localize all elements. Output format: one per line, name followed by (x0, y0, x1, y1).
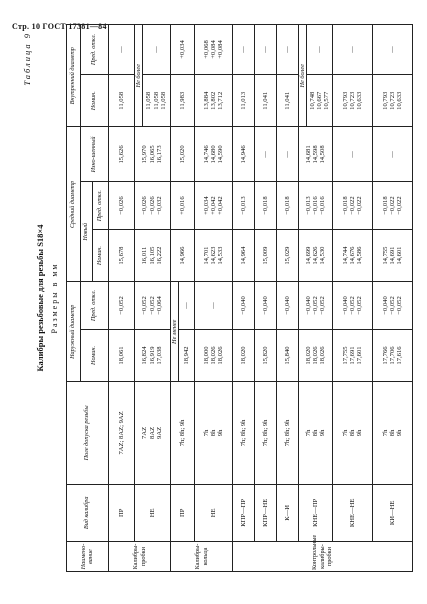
r10-worn: — (373, 127, 413, 182)
r10-outer-nom: 17,766 17,706 17,616 (373, 329, 413, 381)
col-outer-nom: Номин. (81, 329, 109, 381)
r5-middle-dev: −0,013 (233, 182, 255, 229)
r4-type: НЕ (195, 484, 233, 541)
r5-middle-nom: 14,964 (233, 229, 255, 281)
gauge-table (66, 24, 413, 572)
r7-field: 7h; 8h; 9h (277, 382, 299, 484)
r6-middle-dev: −0,018 (255, 182, 277, 229)
r9-middle-nom: 14,744 14,676 14,586 (333, 229, 373, 281)
r5-inner-nom: 11,013 (233, 75, 255, 127)
r10-middle-dev: −0,018 −0,022 −0,022 (373, 182, 413, 229)
r6-inner-dev: — (255, 25, 277, 75)
group-ring: Калибры-кольца (171, 542, 233, 572)
r2-outer-nom: 16,824 16,919 17,038 (135, 329, 171, 381)
r6-outer-nom: 15,820 (255, 329, 277, 381)
r3-inner-dev: +0,034 (171, 25, 195, 75)
r6-type: КПР—НЕ (255, 484, 277, 541)
col-name-header: Наимено-вание (67, 542, 109, 572)
r7-worn: — (277, 127, 299, 182)
r1-inner-nom: 11,058 (109, 75, 135, 127)
r10-middle-nom: 14,755 14,691 14,601 (373, 229, 413, 281)
r3-field: 7h; 8h; 9h (171, 382, 195, 484)
r5-outer-nom: 18,020 (233, 329, 255, 381)
units-caption: Размеры в мм (50, 262, 59, 334)
r3-type: ПР (171, 484, 195, 541)
r2-field: 7AZ 8AZ 9AZ (135, 382, 171, 484)
r4-middle-nom: 14,701 14,623 14,533 (195, 229, 233, 281)
r4-outer-dev: — (195, 282, 233, 329)
r9-middle-dev: −0,018 −0,022 −0,022 (333, 182, 373, 229)
r8-outer-nom: 18,020 18,026 18,026 (299, 329, 333, 381)
r7-inner-dev: — (277, 25, 299, 75)
r5-worn: 14,946 (233, 127, 255, 182)
r5-field: 7h; 8h; 9h (233, 382, 255, 484)
r3-outer-dev: — (179, 282, 195, 329)
r9-type: КНЕ—НЕ (333, 484, 373, 541)
r9-outer-nom: 17,755 17,691 17,601 (333, 329, 373, 381)
group-plug: Калибры-пробки (109, 542, 171, 572)
r1-field: 7AZ; 8AZ; 9AZ (109, 382, 135, 484)
r8-inner-nom: 10,748 10,667 10,577 (307, 75, 333, 127)
r8-outer-dev: −0,040 −0,052 −0,052 (299, 282, 333, 329)
table-title: Калибры резьбовые для резьбы S18×4 (35, 224, 45, 372)
col-middle-header: Средний диаметр (67, 127, 81, 282)
r2-outer-dev: −0,052 −0,052 −0,064 (135, 282, 171, 329)
col-middle-dev: Пред. откл. (93, 182, 109, 229)
col-middle-new: Новый (81, 182, 93, 282)
r1-inner-dev: — (109, 25, 135, 75)
r3-worn: 15,020 (171, 127, 195, 182)
r6-field: 7h; 8h; 9h (255, 382, 277, 484)
col-inner-header: Внутренний диаметр (67, 25, 81, 127)
r1-outer-dev: −0,052 (109, 282, 135, 329)
r3-middle-nom: 14,966 (171, 229, 195, 281)
r3-outer-nom: 18,942 (179, 329, 195, 381)
r8-field: 7h 8h 9h (299, 382, 333, 484)
r5-outer-dev: −0,040 (233, 282, 255, 329)
r8-middle-nom: 14,699 14,626 14,530 (299, 229, 333, 281)
r4-middle-dev: +0,034 +0,042 +0,042 (195, 182, 233, 229)
page-header: Стр. 10 ГОСТ 17381—84 (12, 22, 107, 31)
r9-inner-dev: — (333, 25, 373, 75)
r10-outer-dev: −0,040 −0,052 −0,052 (373, 282, 413, 329)
col-middle-nom: Номин. (93, 229, 109, 281)
r6-worn: — (255, 127, 277, 182)
r6-outer-dev: −0,040 (255, 282, 277, 329)
r10-field: 7h 8h 9h (373, 382, 413, 484)
note-not-more-2: Не более (299, 25, 307, 127)
col-type-header: Вид калибра (67, 484, 109, 541)
r8-inner-dev: — (307, 25, 333, 75)
col-inner-dev: Пред. откл. (81, 25, 109, 75)
r7-outer-dev: −0,040 (277, 282, 299, 329)
group-control: Контрольные калибры-пробки (233, 542, 413, 572)
r1-type: ПР (109, 484, 135, 541)
r8-middle-dev: −0,013 −0,016 −0,016 (299, 182, 333, 229)
r9-inner-nom: 10,793 10,723 10,633 (333, 75, 373, 127)
col-outer-dev: Пред. откл. (81, 282, 109, 329)
r8-type: КНЕ—ПР (299, 484, 333, 541)
r7-inner-nom: 11,041 (277, 75, 299, 127)
r6-inner-nom: 11,041 (255, 75, 277, 127)
col-inner-nom: Номин. (81, 75, 109, 127)
r10-inner-nom: 10,793 10,723 10,633 (373, 75, 413, 127)
r9-worn: — (333, 127, 373, 182)
r2-middle-dev: −0,026 −0,026 −0,032 (135, 182, 171, 229)
r6-middle-nom: 15,009 (255, 229, 277, 281)
r1-middle-nom: 15,678 (109, 229, 135, 281)
r5-inner-dev: — (233, 25, 255, 75)
r2-worn: 15,970 16,065 16,173 (135, 127, 171, 182)
r1-outer-nom: 18,061 (109, 329, 135, 381)
col-field-header: Поле допуска резьбы (67, 382, 109, 484)
r1-worn: 15,626 (109, 127, 135, 182)
r4-field: 7h 8h 9h (195, 382, 233, 484)
r2-inner-dev: — (143, 25, 171, 75)
r5-type: КПР—ПР (233, 484, 255, 541)
r7-type: К—И (277, 484, 299, 541)
r7-middle-dev: −0,018 (277, 182, 299, 229)
r4-outer-nom: 18,000 18,026 18,026 (195, 329, 233, 381)
r2-type: НЕ (135, 484, 171, 541)
r9-outer-dev: −0,040 −0,052 −0,052 (333, 282, 373, 329)
r1-middle-dev: −0,026 (109, 182, 135, 229)
r7-middle-nom: 15,029 (277, 229, 299, 281)
table-number: Таблица 9 (22, 32, 32, 86)
r3-middle-dev: +0,016 (171, 182, 195, 229)
r10-inner-dev: — (373, 25, 413, 75)
r4-inner-nom: 13,884 13,802 13,712 (195, 75, 233, 127)
note-not-more-1: Не более (135, 25, 143, 127)
r4-inner-dev: +0,068 +0,084 +0,084 (195, 25, 233, 75)
col-outer-header: Наружный диаметр (67, 282, 81, 382)
note-not-less: Не менее (171, 282, 179, 382)
rotated-page-content (22, 24, 419, 572)
r7-outer-nom: 15,840 (277, 329, 299, 381)
col-middle-worn: Изно-шенный (81, 127, 109, 182)
r10-type: КИ—НЕ (373, 484, 413, 541)
r4-worn: 14,746 14,680 14,590 (195, 127, 233, 182)
r2-middle-nom: 16,011 16,105 16,222 (135, 229, 171, 281)
r8-worn: 14,681 14,598 14,508 (299, 127, 333, 182)
r2-inner-nom: 11,058 11,058 11,058 (143, 75, 171, 127)
r9-field: 7h 8h 9h (333, 382, 373, 484)
r3-inner-nom: 11,983 (171, 75, 195, 127)
